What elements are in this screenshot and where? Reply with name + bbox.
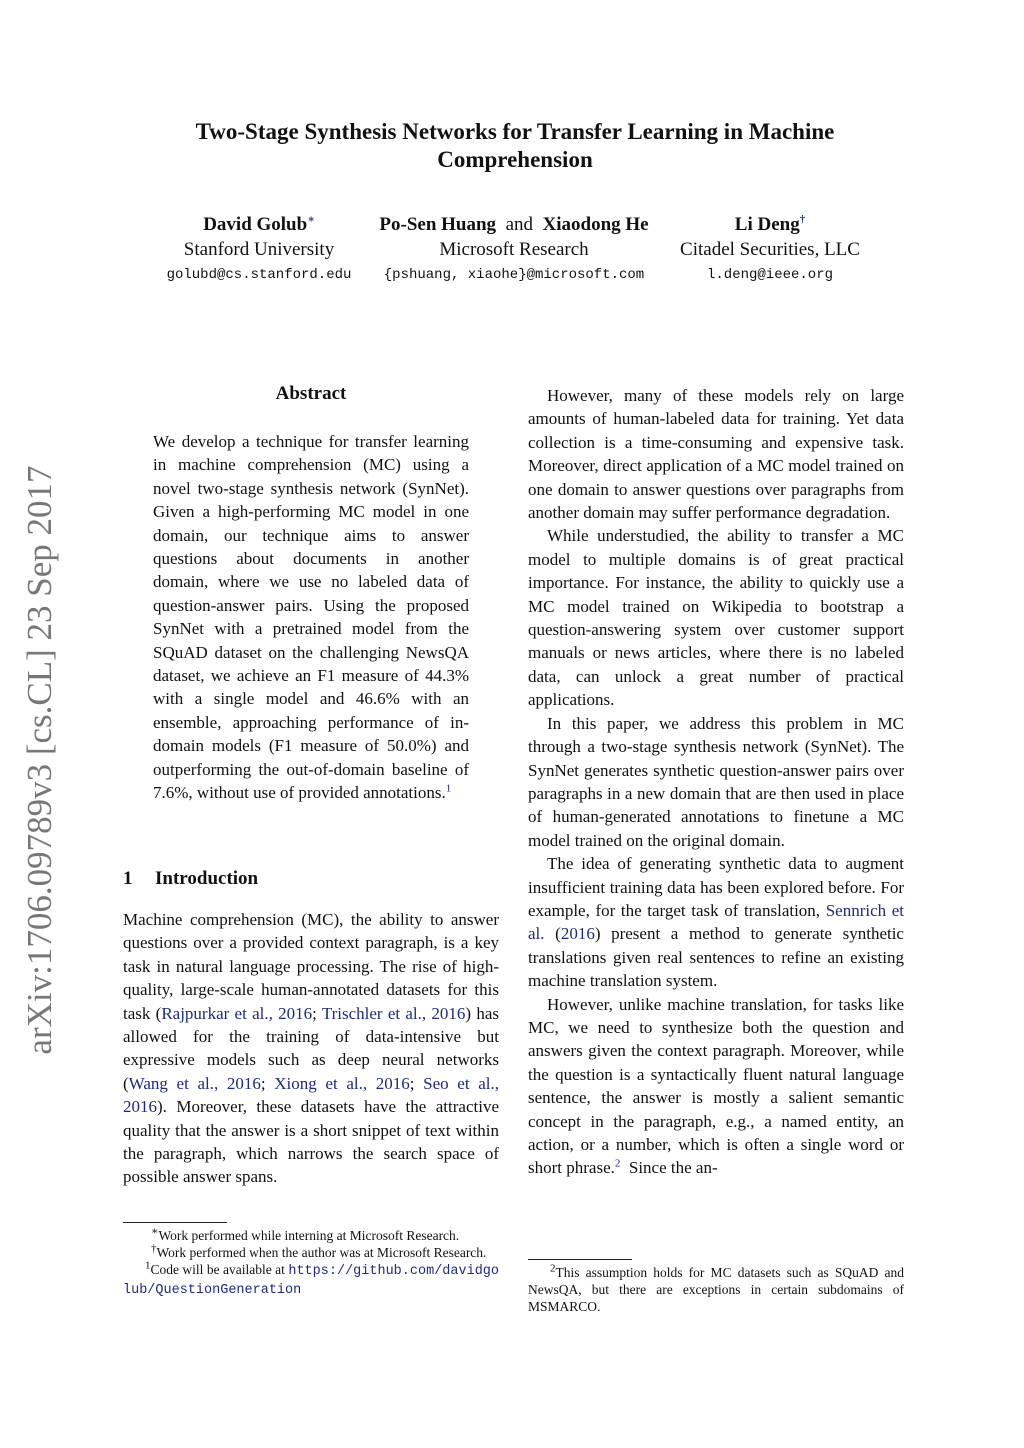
author-name: Po-Sen Huang bbox=[379, 214, 497, 235]
paragraph-2: While understudied, the ability to transfer a MC model to multiple domains is of great practical importance. For instance, the ability to quickly use a MC model trained on Wikipedia to bootstrap a question-answering system over customer support manuals or news articles, where there is no labeled data, can unlock a great number of practical applications. bbox=[528, 526, 904, 710]
paragraph-text: Machine comprehension (MC), the ability to answer questions over a provided context paragraph, is a key task in natural language processing. The rise of high-quality, large-scale human-annotated datasets for this task ( bbox=[123, 910, 499, 1023]
author-mark[interactable]: ∗ bbox=[307, 213, 315, 226]
paragraph-3: In this paper, we address this problem in MC through a two-stage synthesis network (SynNet). The SynNet generates synthetic question-answer pairs over paragraphs in a new domain that are then used in place of human-generated annotations to finetune a MC model trained on the original domain. bbox=[528, 713, 904, 850]
arxiv-identifier: arXiv:1706.09789v3 [cs.CL] 23 Sep 2017 bbox=[20, 465, 59, 1055]
section-heading-introduction bbox=[123, 868, 258, 890]
author-affiliation: Citadel Securities, LLC bbox=[680, 239, 860, 260]
footnote-text: This assumption holds for MC datasets such as SQuAD and NewsQA, but there are exceptions in certain subdomains of MSMARCO. bbox=[528, 1265, 904, 1314]
abstract-heading: Abstract bbox=[275, 383, 347, 404]
footnote-mark: † bbox=[151, 1242, 157, 1255]
abstract-body bbox=[153, 430, 469, 805]
citation-trischler[interactable]: Trischler et al., 2016 bbox=[321, 1003, 466, 1023]
author-email: l.deng@ieee.org bbox=[706, 267, 834, 283]
citation-rajpurkar[interactable]: Rajpurkar et al., 2016 bbox=[161, 1003, 313, 1023]
paragraph-text: ) present a method to generate synthetic translations given real sentences to refine an existing machine translation system. bbox=[528, 924, 904, 991]
paragraph-text: ) has allowed for the training of data-intensive but expressive models such as deep neural networks ( bbox=[123, 1003, 499, 1093]
paragraph-5 bbox=[528, 993, 904, 1180]
footnote-text: Work performed while interning at Microsoft Research. bbox=[158, 1228, 460, 1243]
section-title: Introduction bbox=[155, 868, 259, 889]
author-block-golub bbox=[150, 212, 368, 288]
footnote-divider-left bbox=[123, 1222, 227, 1223]
section-number: 1 bbox=[123, 868, 133, 889]
citation-separator: ; bbox=[409, 1073, 424, 1093]
author-block-deng bbox=[664, 212, 876, 288]
footnote-1 bbox=[123, 1261, 499, 1299]
footnote-text: Code will be available at bbox=[150, 1262, 289, 1277]
footnote-mark: 2 bbox=[550, 1262, 556, 1275]
footnotes-left bbox=[123, 1227, 499, 1299]
author-email: golubd@cs.stanford.edu bbox=[166, 267, 352, 283]
author-name: David Golub bbox=[203, 214, 308, 235]
author-affiliation: Microsoft Research bbox=[439, 239, 589, 260]
footnote-mark-2[interactable]: 2 bbox=[614, 1157, 621, 1170]
paper-title: Two-Stage Synthesis Networks for Transfer Learning in Machine Comprehension bbox=[195, 119, 835, 172]
paragraph-text: However, unlike machine translation, for tasks like MC, we need to synthesize both the question and answers given the context paragraph. Moreover, while the question is a syntactically fluent natural language sentence, the answer is mostly a salient semantic concept in the paragraph, e.g., a named entity, an action, or a number, which is often a single word or short phrase. bbox=[528, 994, 904, 1178]
paragraph-4 bbox=[528, 852, 904, 992]
paragraph-text: ). Moreover, these datasets have the attractive quality that the answer is a short snippet of text within the paragraph, which narrows the search space of possible answer spans. bbox=[123, 1097, 499, 1187]
footnote-dagger bbox=[123, 1244, 499, 1261]
author-mark[interactable]: † bbox=[799, 213, 806, 226]
right-column bbox=[528, 384, 904, 1180]
author-name: Li Deng bbox=[734, 214, 800, 235]
footnote-star bbox=[123, 1227, 499, 1244]
author-affiliation: Stanford University bbox=[183, 239, 335, 260]
citation-separator: ; bbox=[260, 1073, 275, 1093]
citation-sennrich-year[interactable]: 2016 bbox=[560, 924, 595, 944]
footnote-mark: ∗ bbox=[151, 1225, 159, 1238]
paragraph-text: ( bbox=[544, 924, 561, 944]
author-name: Xiaodong He bbox=[542, 214, 649, 235]
footnotes-right bbox=[528, 1264, 904, 1315]
abstract-text: We develop a technique for transfer learning in machine comprehension (MC) using a novel two-stage synthesis network (SynNet). Given a high-performing MC model in one domain, our technique aims to answer questions about documents in another domain, where we use no labeled data of question-answer pairs. Using the proposed SynNet with a pretrained model from the SQuAD dataset on the challenging NewsQA dataset, we achieve an F1 measure of 44.3% with a single model and 46.6% with an ensemble, approaching performance of in-domain models (F1 measure of 50.0%) and outperforming the out-of-domain baseline of 7.6%, without use of provided annotations. bbox=[153, 432, 469, 803]
author-connector: and bbox=[505, 214, 533, 235]
citation-xiong[interactable]: Xiong et al., 2016 bbox=[274, 1073, 410, 1093]
footnote-2 bbox=[528, 1264, 904, 1315]
footnote-mark-1[interactable]: 1 bbox=[445, 782, 452, 795]
paragraph-text: The idea of generating synthetic data to augment insufficient training data has been explored before. For example, for the target task of translation, bbox=[528, 854, 904, 920]
citation-separator: ; bbox=[312, 1003, 322, 1023]
footnote-mark: 1 bbox=[145, 1259, 151, 1272]
code-repository-link[interactable]: https://github.com/davidgolub/QuestionGeneration bbox=[123, 1264, 499, 1298]
citation-seo[interactable]: Seo et al., 2016 bbox=[123, 1073, 499, 1117]
paragraph-1: However, many of these models rely on large amounts of human-labeled data for training. Yet data collection is a time-consuming and expensive task. Moreover, direct application of a MC model trained on one domain to answer questions over paragraphs from another domain may suffer performance degradation. bbox=[528, 386, 904, 523]
footnote-text: Work performed when the author was at Microsoft Research. bbox=[156, 1245, 487, 1260]
citation-wang[interactable]: Wang et al., 2016 bbox=[128, 1073, 261, 1093]
author-email: {pshuang, xiaohe}@microsoft.com bbox=[383, 267, 645, 283]
introduction-paragraph bbox=[123, 908, 499, 1189]
citation-sennrich[interactable]: Sennrich et al. bbox=[528, 900, 905, 944]
paragraph-text: Since the an- bbox=[620, 1158, 718, 1178]
author-block-huang-he bbox=[366, 212, 662, 288]
footnote-divider-right bbox=[528, 1259, 632, 1260]
